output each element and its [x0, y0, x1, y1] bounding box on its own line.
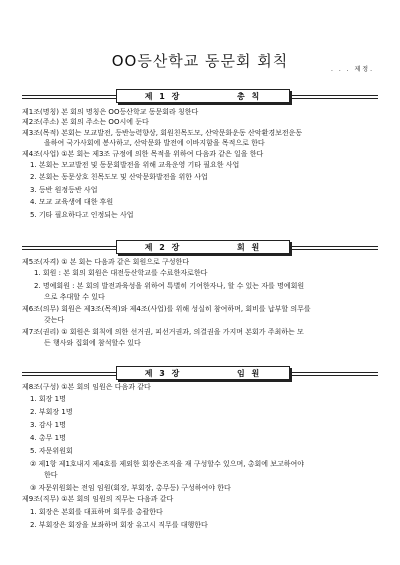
- article-line: 제8조(구성) ①본 회의 임원은 다음과 같다: [22, 383, 151, 391]
- chapter-title-box: [116, 89, 290, 103]
- article-line: ② 제1항 제1호내지 제4호를 제외한 회장은조직을 재 구성할수 있으며, 총회에 보고하여야: [30, 460, 305, 468]
- list-item: 1. 본회는 모교발전 및 동문회발전을 위해 교육운영 기타 필요한 사업: [30, 161, 240, 169]
- article-line: 제4조(사업) ①본 회는 제3조 규정에 의한 목적을 위하여 다음과 같은 일을 한다: [22, 150, 264, 158]
- article-line: 제9조(직무) ①본 회의 임원의 직무는 다음과 같다: [22, 495, 174, 503]
- list-item: 4. 모교 교육생에 대한 후원: [30, 198, 114, 206]
- chapter-name: 총 칙: [236, 91, 262, 101]
- list-item: 2. 본회는 동문상호 친목도모 및 산악문화발전을 위한 사업: [30, 173, 208, 181]
- list-item: 2. 부회장 1명: [30, 408, 73, 416]
- chapter-1-header: [22, 89, 378, 105]
- chapter-name: 임 원: [236, 368, 262, 378]
- article-line: 제7조(권리) ① 회원은 회칙에 의한 선거권, 피선거권과, 의결권을 가지며 본회가 주최하는 모: [22, 328, 304, 336]
- list-item: 3. 등반 원정등반 사업: [30, 186, 98, 194]
- chapter-2-header: [22, 240, 378, 256]
- article-line: 을하여 국가사회에 봉사하고, 산악문화 발전에 이바지함을 목적으로 한다: [44, 139, 265, 147]
- article-line: 든 행사와 집회에 참석할수 있다: [44, 339, 141, 347]
- list-item: 2. 부회장은 회장을 보좌하며 회장 유고시 직무를 대행한다: [30, 521, 208, 529]
- chapter-name: 회 원: [236, 242, 262, 252]
- list-item: 5. 자문위원회: [30, 447, 73, 455]
- chapter-number: 제 3 장: [144, 368, 182, 378]
- list-item: 5. 기타 필요하다고 인정되는 사업: [30, 211, 134, 219]
- document-title: OO등산학교 동문회 회칙: [111, 52, 289, 70]
- list-item: 2. 명예회원 : 본 회의 발전과육성을 위하여 특별히 기여한자나, 할 수 있는 자를 명예회원: [34, 282, 305, 290]
- list-item: 4. 총무 1명: [30, 434, 66, 442]
- chapter-3-header: [22, 366, 378, 382]
- article-line: 제1조(명칭) 본 회의 명칭은 OO등산학교 동문회라 칭한다: [22, 108, 199, 116]
- list-item: 1. 회장 1명: [30, 395, 66, 403]
- list-item: 3. 감사 1명: [30, 421, 66, 429]
- article-line: 제6조(의무) 회원은 제3조(목적)와 제4조(사업)를 위해 성실히 참여하며, 회비를 납부할 의무를: [22, 305, 311, 313]
- list-item: 으로 추대할 수 있다: [44, 293, 105, 301]
- chapter-title-box: [116, 366, 290, 380]
- list-item: 1. 회원 : 본 회의 회원은 대전등산학교를 수료한자로한다: [34, 269, 208, 277]
- list-item: 1. 회장은 본회를 대표하며 회무를 총괄한다: [30, 508, 163, 516]
- article-line: 한다: [44, 471, 58, 479]
- article-line: 제5조(자격) ① 본 회는 다음과 같은 회원으로 구성한다: [22, 258, 190, 266]
- chapter-number: 제 1 장: [144, 91, 182, 101]
- article-line: ③ 자문위원회는 전임 임원(회장, 부회장, 총무등) 구성하여야 한다: [30, 484, 231, 492]
- chapter-title-box: [116, 240, 290, 254]
- article-line: 제3조(목적) 본회는 모교발전, 등반능력향상, 회원친목도모, 산악문화운동 산악환경보전운동: [22, 129, 303, 137]
- chapter-number: 제 2 장: [144, 242, 182, 252]
- article-line: 제2조(주소) 본 회의 주소는 OO시에 둔다: [22, 118, 149, 126]
- article-line: 갖는다: [44, 316, 65, 324]
- enactment-date: . . . 제정.: [331, 66, 374, 73]
